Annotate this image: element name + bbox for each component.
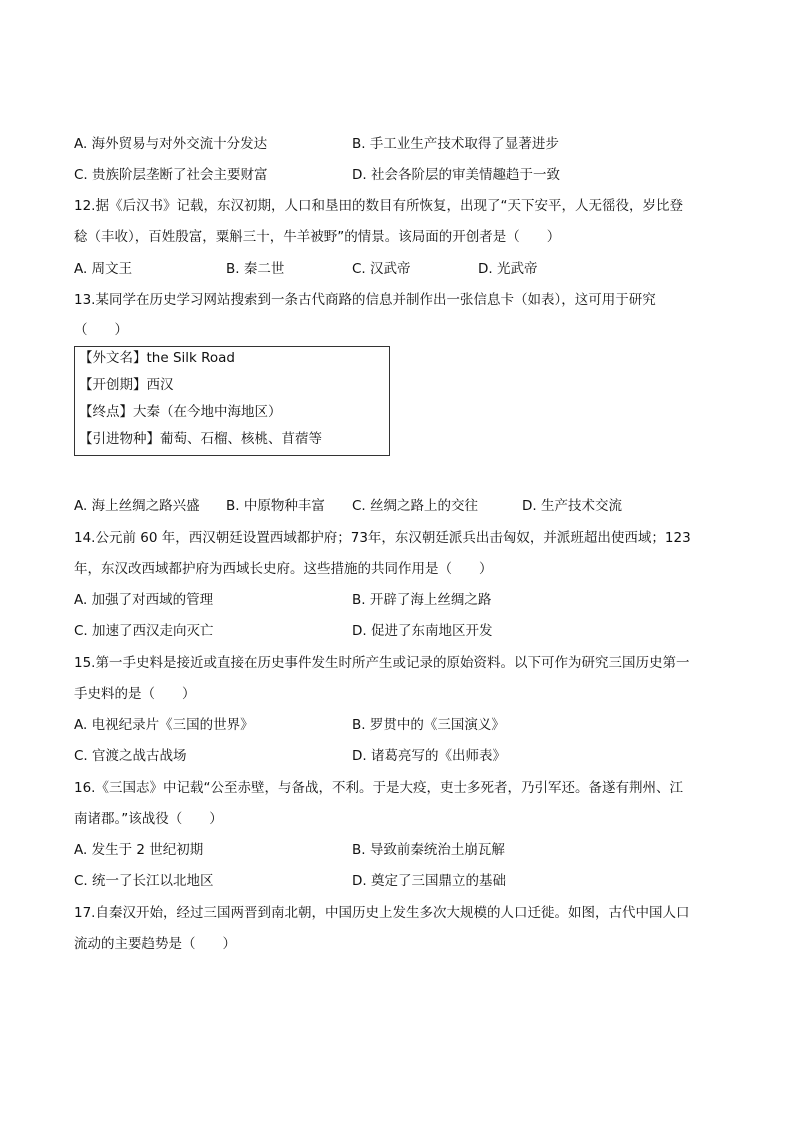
q12-option-a: A. 周文王 [74, 261, 133, 277]
q16-option-c: C. 统一了长江以北地区 [74, 873, 214, 889]
q17-stem-line2: 流动的主要趋势是（ ） [74, 936, 236, 952]
q14-stem-line1: 14.公元前 60 年，西汉朝廷设置西域都护府；73年，东汉朝廷派兵出击匈奴，并派班超出使西域；123 [74, 530, 691, 546]
q11-option-d: D. 社会各阶层的审美情趣趋于一致 [352, 167, 560, 183]
q14-option-d: D. 促进了东南地区开发 [352, 623, 493, 639]
q12-option-c: C. 汉武帝 [352, 261, 411, 277]
q15-option-a: A. 电视纪录片《三国的世界》 [74, 717, 254, 733]
q14-stem-line2: 年，东汉改西域都护府为西域长史府。这些措施的共同作用是（ ） [74, 561, 493, 577]
q16-option-a: A. 发生于 2 世纪初期 [74, 842, 204, 858]
q17-stem-line1: 17.自秦汉开始，经过三国两晋到南北朝，中国历史上发生多次大规模的人口迁徙。如图，古代中国人口 [74, 905, 690, 921]
q15-option-b: B. 罗贯中的《三国演义》 [352, 717, 505, 733]
info-card [74, 346, 390, 456]
q13-option-b: B. 中原物种丰富 [226, 498, 325, 514]
q15-option-c: C. 官渡之战古战场 [74, 748, 187, 764]
q12-option-d: D. 光武帝 [478, 261, 538, 277]
q12-stem-line2: 稔（丰收），百姓殷富，粟斛三十，牛羊被野”的情景。该局面的开创者是（ ） [74, 229, 561, 245]
q15-stem-line2: 手史料的是（ ） [74, 686, 196, 702]
q12-stem-line1: 12.据《后汉书》记载，东汉初期，人口和垦田的数目有所恢复，出现了“天下安平，人无徭役，岁比登 [74, 198, 683, 214]
q15-stem-line1: 15.第一手史料是接近或直接在历史事件发生时所产生或记录的原始资料。以下可作为研究三国历史第一 [74, 655, 690, 671]
info-card-row: 【引进物种】葡萄、石榴、核桃、苜蓿等 [79, 431, 322, 447]
q13-option-d: D. 生产技术交流 [522, 498, 622, 514]
q16-stem-line2: 南诸郡。”该战役（ ） [74, 811, 223, 827]
info-card-row: 【开创期】西汉 [79, 377, 174, 393]
q11-option-b: B. 手工业生产技术取得了显著进步 [352, 136, 559, 152]
q13-stem-line2: （ ） [74, 322, 128, 338]
q14-option-b: B. 开辟了海上丝绸之路 [352, 592, 492, 608]
q16-stem-line1: 16.《三国志》中记载“公至赤壁，与备战，不利。于是大疫，吏士多死者，乃引军还。备遂有荆州、江 [74, 780, 683, 796]
q12-option-b: B. 秦二世 [226, 261, 285, 277]
info-card-row: 【终点】大秦（在今地中海地区） [79, 404, 282, 420]
info-card-row: 【外文名】the Silk Road [79, 350, 236, 366]
q16-option-b: B. 导致前秦统治土崩瓦解 [352, 842, 505, 858]
q13-option-c: C. 丝绸之路上的交往 [352, 498, 479, 514]
q11-option-a: A. 海外贸易与对外交流十分发达 [74, 136, 268, 152]
q15-option-d: D. 诸葛亮写的《出师表》 [352, 748, 506, 764]
q13-stem-line1: 13.某同学在历史学习网站搜索到一条古代商路的信息并制作出一张信息卡（如表），这可用于研究 [74, 292, 656, 308]
q11-option-c: C. 贵族阶层垄断了社会主要财富 [74, 167, 268, 183]
q14-option-a: A. 加强了对西域的管理 [74, 592, 214, 608]
q14-option-c: C. 加速了西汉走向灭亡 [74, 623, 214, 639]
q16-option-d: D. 奠定了三国鼎立的基础 [352, 873, 506, 889]
q13-option-a: A. 海上丝绸之路兴盛 [74, 498, 200, 514]
